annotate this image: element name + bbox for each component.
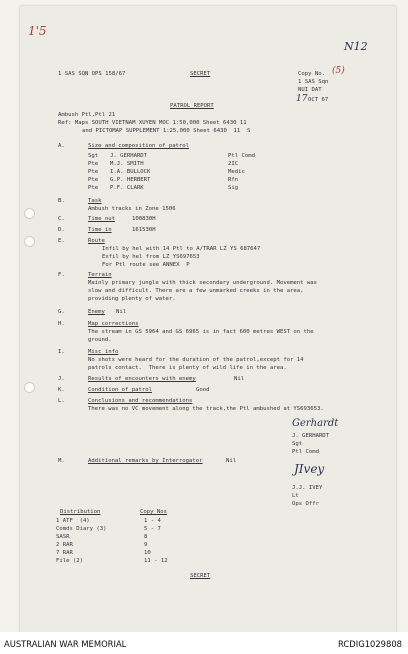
location: NUI DAT (298, 87, 322, 93)
personnel-role: Sig (228, 185, 239, 191)
copy-no-handwritten: (5) (332, 66, 345, 76)
signatory-name: J.J. IVEY (292, 485, 323, 491)
personnel-name: M.J. SMITH (110, 161, 144, 167)
distribution-recipient: 1 ATF (4) (56, 518, 90, 524)
section-letter: L. (58, 398, 65, 404)
personnel-role: 2IC (228, 161, 239, 167)
section-heading: Task (88, 198, 102, 204)
personnel-role: Rfn (228, 177, 239, 183)
section-letter: C. (58, 216, 65, 222)
document-page (20, 6, 396, 632)
section-body-line: No shots were heard for the duration of the patrol,except for 14 (88, 357, 304, 363)
section-letter: J. (58, 376, 65, 382)
section-body-line: Ambush tracks in Zone 1506 (88, 206, 176, 212)
section-body-line: There was no VC movement along the track,the Ptl ambushed at YS693653. (88, 406, 324, 412)
signatory-rank: Sgt (292, 441, 303, 447)
classification-bottom: SECRET (190, 573, 211, 579)
personnel-rank: Pte (88, 185, 99, 191)
personnel-rank: Sgt (88, 153, 99, 159)
distribution-heading: Distribution (60, 509, 101, 515)
distribution-recipient: 7 RAR (56, 550, 73, 556)
section-value: Good (196, 387, 210, 393)
archive-name: AUSTRALIAN WAR MEMORIAL (4, 639, 127, 649)
signatory-role: Ptl Comd (292, 449, 319, 455)
map-reference-1: Ref: Maps SOUTH VIETNAM XUYEN MOC 1:50,000 Sheet 6430 11 (58, 120, 247, 126)
section-heading: Condition of patrol (88, 387, 152, 393)
section-body-line: slow and difficult. There are a few unmarked creeks in the area, (88, 288, 304, 294)
section-letter: K. (58, 387, 65, 393)
section-body-line: patrols contact. There is plenty of wild life in the area. (88, 365, 287, 371)
personnel-rank: Pte (88, 161, 99, 167)
section-value: 100830H (132, 216, 156, 222)
personnel-name: P.F. CLARK (110, 185, 144, 191)
signatory-name: J. GERHARDT (292, 433, 330, 439)
classification-top: SECRET (190, 71, 211, 77)
distribution-copies: 10 (144, 550, 151, 556)
section-value: Nil (226, 458, 237, 464)
section-letter: B. (58, 198, 65, 204)
personnel-name: G.P. HERBERT (110, 177, 151, 183)
section-letter: E. (58, 238, 65, 244)
distribution-recipient: SASR (56, 534, 70, 540)
punch-hole (24, 208, 35, 219)
distribution-copies: 8 (144, 534, 148, 540)
section-letter: A. (58, 143, 65, 149)
section-letter: H. (58, 321, 65, 327)
personnel-name: I.A. BULLOCK (110, 169, 151, 175)
corner-handwriting: N12 (344, 40, 368, 53)
section-body-line: For Ptl route see ANNEX P (102, 262, 190, 268)
date-day-handwritten: 17 (296, 94, 308, 104)
signature-gerhardt: Gerhardt (292, 418, 339, 429)
section-heading: Route (88, 238, 105, 244)
map-reference-2: and PICTOMAP SUPPLEMENT 1:25,000 Sheet 6430 11 S (82, 128, 251, 134)
distribution-recipient: File (2) (56, 558, 83, 564)
section-heading: Additional remarks by Interrogator (88, 458, 203, 464)
punch-hole (24, 382, 35, 393)
date-month-year: OCT 67 (308, 97, 329, 103)
section-letter: G. (58, 309, 65, 315)
personnel-rank: Pte (88, 169, 99, 175)
section-heading: Terrain (88, 272, 112, 278)
personnel-name: J. GERHARDT (110, 153, 148, 159)
archive-record-id: RCDIG1029808 (338, 639, 402, 649)
section-heading: Results of encounters with enemy (88, 376, 196, 382)
personnel-role: Ptl Comd (228, 153, 255, 159)
section-value: Nil (116, 309, 127, 315)
distribution-copies: 5 - 7 (144, 526, 161, 532)
section-heading: Map corrections (88, 321, 139, 327)
section-letter: I. (58, 349, 65, 355)
distribution-recipient: 2 RAR (56, 542, 73, 548)
unit-name: 1 SAS Sqn (298, 79, 329, 85)
personnel-role: Medic (228, 169, 245, 175)
section-body-line: providing plenty of water. (88, 296, 176, 302)
section-body-line: Exfil by hel from LZ YS697653 (102, 254, 200, 260)
signatory-rank: Lt (292, 493, 299, 499)
report-title: PATROL REPORT (170, 103, 214, 109)
margin-handwriting: 1'5 (28, 24, 47, 38)
section-heading: Enemy (88, 309, 105, 315)
section-body-line: Mainly primary jungle with thick secondary underground. Movement was (88, 280, 318, 286)
section-value: Nil (234, 376, 245, 382)
archive-footer (0, 632, 408, 654)
section-body-line: Infil by hel with 14 Ptl to A/TRAR LZ YS 687647 (102, 246, 261, 252)
copy-nos-heading: Copy Nos (140, 509, 167, 515)
ops-reference: 1 SAS SQN OPS 158/67 (58, 71, 126, 77)
section-value: 161530H (132, 227, 156, 233)
punch-hole (24, 236, 35, 247)
section-heading: Misc info (88, 349, 119, 355)
section-heading: Size and composition of patrol (88, 143, 190, 149)
personnel-rank: Pte (88, 177, 99, 183)
section-heading: Time in (88, 227, 112, 233)
section-body-line: The stream in GS 5964 and GS 6965 is in fact 600 metres WEST on the (88, 329, 314, 335)
section-body-line: ground. (88, 337, 112, 343)
section-letter: M. (58, 458, 65, 464)
distribution-copies: 9 (144, 542, 148, 548)
section-heading: Time out (88, 216, 115, 222)
section-letter: F. (58, 272, 65, 278)
signatory-role: Ops Offr (292, 501, 319, 507)
distribution-copies: 11 - 12 (144, 558, 168, 564)
copy-no-label: Copy No. (298, 71, 325, 77)
distribution-recipient: Comds Diary (3) (56, 526, 107, 532)
ambush-line: Ambush Ptl,Ptl 21 (58, 112, 116, 118)
distribution-copies: 1 - 4 (144, 518, 161, 524)
signature-ivey: JIvey (294, 462, 325, 476)
section-letter: D. (58, 227, 65, 233)
section-heading: Conclusions and recommendations (88, 398, 193, 404)
